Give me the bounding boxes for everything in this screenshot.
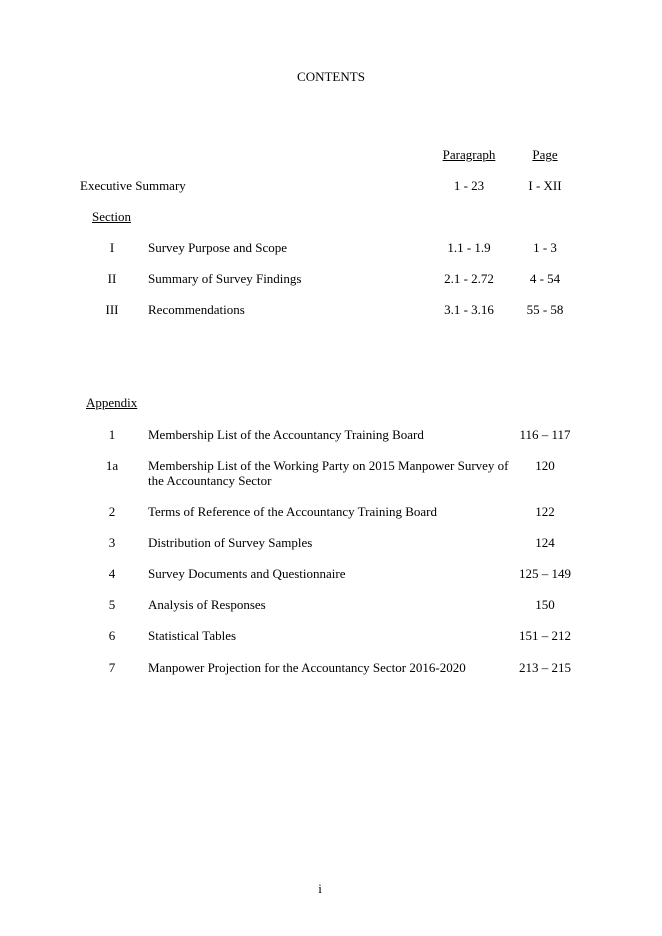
- section-number: II: [107, 271, 117, 286]
- appendix-page: 120: [535, 458, 555, 473]
- appendix-number: 2: [108, 504, 116, 519]
- appendix-page: 116 – 117: [519, 427, 571, 442]
- section-title: Recommendations: [148, 302, 245, 317]
- appendix-page: 213 – 215: [519, 660, 571, 675]
- section-page: 4 - 54: [529, 271, 561, 286]
- appendix-title: Terms of Reference of the Accountancy Training Board: [148, 504, 437, 519]
- appendix-page: 150: [535, 597, 555, 612]
- section-page: 1 - 3: [533, 240, 557, 255]
- appendix-title: Statistical Tables: [148, 628, 237, 643]
- appendix-number: 7: [108, 660, 116, 675]
- appendix-page: 151 – 212: [519, 628, 571, 643]
- appendix-number: 1: [108, 427, 116, 442]
- page-title: CONTENTS: [297, 69, 365, 84]
- page-number: i: [318, 881, 322, 896]
- section-paragraph: 3.1 - 3.16: [444, 302, 494, 317]
- appendix-title: Membership List of the Accountancy Training Board: [148, 427, 424, 442]
- section-label: Section: [92, 209, 131, 224]
- appendix-title: Membership List of the Working Party on 2015 Manpower Survey of the Accountancy Sector: [148, 458, 509, 488]
- section-paragraph: 1.1 - 1.9: [447, 240, 491, 255]
- appendix-title: Analysis of Responses: [148, 597, 266, 612]
- section-paragraph: 2.1 - 2.72: [444, 271, 494, 286]
- appendix-page: 125 – 149: [519, 566, 571, 581]
- appendix-page: 122: [535, 504, 555, 519]
- section-title: Survey Purpose and Scope: [148, 240, 288, 255]
- section-number: III: [105, 302, 119, 317]
- executive-summary-paragraph: 1 - 23: [453, 178, 485, 193]
- section-page: 55 - 58: [526, 302, 564, 317]
- paragraph-header: Paragraph: [442, 147, 496, 162]
- appendix-number: 4: [108, 566, 116, 581]
- appendix-number: 3: [108, 535, 116, 550]
- appendix-label: Appendix: [86, 395, 138, 410]
- section-title: Summary of Survey Findings: [148, 271, 302, 286]
- appendix-title: Manpower Projection for the Accountancy Sector 2016-2020: [148, 660, 466, 675]
- executive-summary-label: Executive Summary: [80, 178, 186, 193]
- appendix-title: Survey Documents and Questionnaire: [148, 566, 346, 581]
- section-number: I: [109, 240, 115, 255]
- executive-summary-page: I - XII: [528, 178, 562, 193]
- appendix-number: 6: [108, 628, 116, 643]
- appendix-number: 5: [108, 597, 116, 612]
- page-header: Page: [532, 147, 558, 162]
- appendix-page: 124: [535, 535, 555, 550]
- appendix-number: 1a: [105, 458, 119, 473]
- appendix-title: Distribution of Survey Samples: [148, 535, 313, 550]
